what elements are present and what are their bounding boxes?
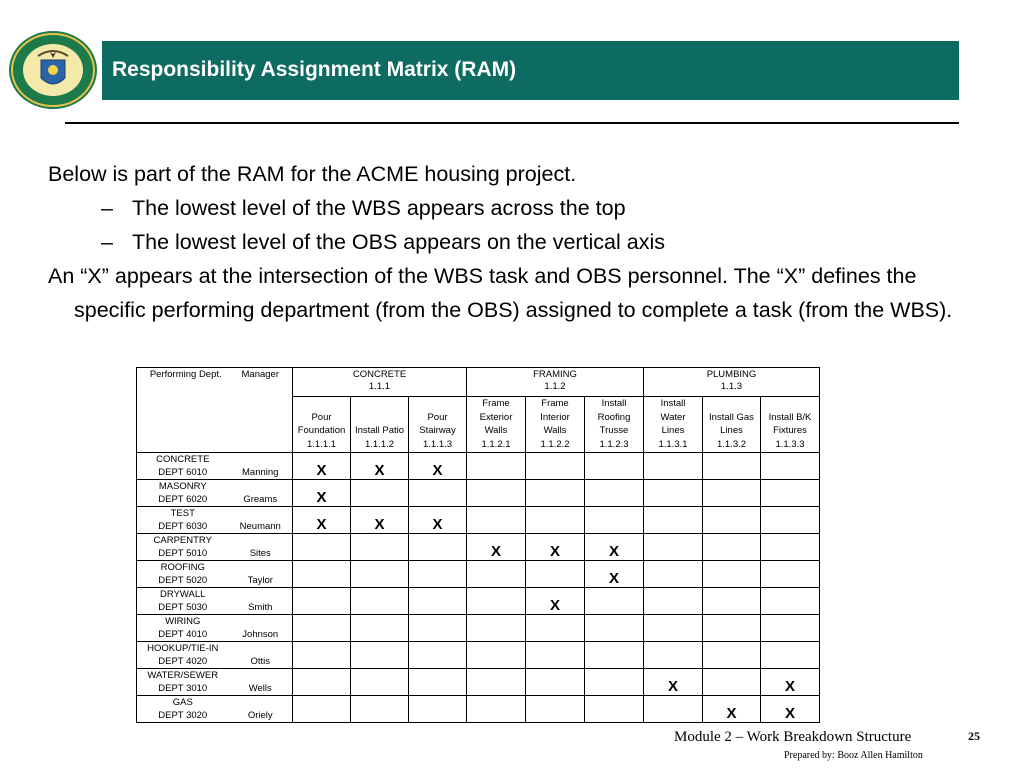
assignment-cell xyxy=(293,588,351,615)
wbs-task-label xyxy=(409,397,466,411)
dept-name: HOOKUP/TIE-IN xyxy=(147,643,219,654)
manager-cell: Taylor xyxy=(229,561,293,588)
assignment-cell: X xyxy=(351,453,409,480)
assignment-cell xyxy=(467,507,526,534)
wbs-task-label: Trusse xyxy=(599,425,629,436)
assignment-cell xyxy=(585,696,644,723)
wbs-task-header xyxy=(351,397,409,453)
sub-bullet-2 xyxy=(48,225,978,259)
assignment-cell xyxy=(351,615,409,642)
wbs-task-label: Install Patio xyxy=(354,425,405,436)
manager-cell: Ottis xyxy=(229,642,293,669)
assignment-cell xyxy=(703,480,761,507)
assignment-cell xyxy=(409,480,467,507)
wbs-task-code: 1.1.1.2 xyxy=(364,438,395,450)
assignment-cell xyxy=(467,561,526,588)
assignment-cell xyxy=(467,588,526,615)
manager-cell: Neumann xyxy=(229,507,293,534)
wbs-task-code: 1.1.2.3 xyxy=(599,438,629,450)
assignment-cell xyxy=(585,453,644,480)
assignment-cell xyxy=(644,588,703,615)
assignment-cell xyxy=(467,480,526,507)
assignment-cell xyxy=(644,696,703,723)
assignment-cell xyxy=(703,453,761,480)
table-row xyxy=(137,588,820,615)
wbs-task-label xyxy=(351,397,408,411)
assignment-cell xyxy=(351,534,409,561)
wbs-task-header xyxy=(409,397,467,453)
assignment-cell xyxy=(644,615,703,642)
wbs-task-header xyxy=(761,397,820,453)
manager-cell: Oriely xyxy=(229,696,293,723)
assignment-cell xyxy=(526,696,585,723)
table-row xyxy=(137,642,820,669)
wbs-task-label: Install xyxy=(660,398,686,409)
assignment-cell: X xyxy=(293,507,351,534)
assignment-cell xyxy=(703,507,761,534)
footer-prepared-by: Prepared by: Booz Allen Hamilton xyxy=(784,750,923,761)
manager-cell: Greams xyxy=(229,480,293,507)
wbs-task-label: Pour xyxy=(311,411,332,423)
dept-name: WIRING xyxy=(165,616,201,627)
body-line-2: An “X” appears at the intersection of the WBS task and OBS personnel. The “X” defines the specific performing department (from the OBS) assigned to complete a task (from the WBS). xyxy=(48,264,953,322)
table-row xyxy=(137,615,820,642)
assignment-cell xyxy=(761,561,820,588)
assignment-cell xyxy=(644,534,703,561)
wbs-task-code: 1.1.3.2 xyxy=(716,438,747,450)
performing-dept-header: Performing Dept. xyxy=(137,368,229,453)
assignment-cell xyxy=(585,642,644,669)
assignment-cell xyxy=(761,507,820,534)
wbs-task-label: Frame xyxy=(541,398,569,409)
assignment-cell: X xyxy=(351,507,409,534)
wbs-task-label xyxy=(293,397,350,411)
wbs-task-label: Walls xyxy=(543,425,567,436)
manager-header: Manager xyxy=(229,368,293,453)
assignment-cell xyxy=(703,561,761,588)
ram-table xyxy=(136,367,820,723)
table-row xyxy=(137,534,820,561)
wbs-task-label xyxy=(761,397,819,411)
footer-module: Module 2 – Work Breakdown Structure xyxy=(674,729,912,745)
manager-cell: Sites xyxy=(229,534,293,561)
assignment-cell xyxy=(526,561,585,588)
assignment-cell xyxy=(644,561,703,588)
dept-code: DEPT 5010 xyxy=(158,547,208,559)
dept-cell xyxy=(137,588,229,615)
doe-seal-logo xyxy=(8,30,98,110)
table-row xyxy=(137,669,820,696)
assignment-cell xyxy=(351,480,409,507)
dept-cell xyxy=(137,507,229,534)
dept-code: DEPT 3020 xyxy=(158,709,208,721)
ram-body xyxy=(137,453,820,723)
assignment-cell xyxy=(351,588,409,615)
assignment-cell xyxy=(703,534,761,561)
wbs-group-code: 1.1.2 xyxy=(544,381,566,392)
wbs-task-label: Install B/K xyxy=(768,411,812,423)
assignment-cell: X xyxy=(703,696,761,723)
assignment-cell xyxy=(409,588,467,615)
table-row xyxy=(137,507,820,534)
assignment-cell: X xyxy=(585,534,644,561)
assignment-cell xyxy=(526,615,585,642)
assignment-cell xyxy=(293,615,351,642)
assignment-cell: X xyxy=(585,561,644,588)
assignment-cell xyxy=(761,534,820,561)
assignment-cell: X xyxy=(409,507,467,534)
wbs-task-label: Foundation xyxy=(297,425,346,436)
assignment-cell xyxy=(351,696,409,723)
assignment-cell xyxy=(467,453,526,480)
assignment-cell xyxy=(761,480,820,507)
page-title: Responsibility Assignment Matrix (RAM) xyxy=(112,58,517,81)
dept-cell xyxy=(137,615,229,642)
wbs-group-code: 1.1.1 xyxy=(368,381,391,392)
wbs-task-header xyxy=(585,397,644,453)
wbs-task-label: Roofing xyxy=(597,411,631,423)
assignment-cell: X xyxy=(526,588,585,615)
wbs-group-header xyxy=(467,368,644,397)
wbs-task-label: Fixtures xyxy=(773,425,807,436)
dash-bullet: – xyxy=(101,196,113,220)
dept-name: DRYWALL xyxy=(160,589,206,600)
assignment-cell xyxy=(703,669,761,696)
assignment-cell xyxy=(467,642,526,669)
assignment-cell xyxy=(409,615,467,642)
assignment-cell: X xyxy=(467,534,526,561)
wbs-group-name: FRAMING xyxy=(533,369,577,380)
assignment-cell xyxy=(585,507,644,534)
assignment-cell xyxy=(467,696,526,723)
assignment-cell xyxy=(293,642,351,669)
wbs-task-code: 1.1.2.1 xyxy=(481,438,511,450)
dept-name: WATER/SEWER xyxy=(147,670,219,681)
manager-cell: Smith xyxy=(229,588,293,615)
assignment-cell xyxy=(467,669,526,696)
manager-cell: Johnson xyxy=(229,615,293,642)
manager-cell: Manning xyxy=(229,453,293,480)
wbs-task-label: Water xyxy=(660,411,686,423)
wbs-group-name: PLUMBING xyxy=(706,369,757,380)
dept-code: DEPT 4020 xyxy=(158,655,208,667)
assignment-cell xyxy=(409,696,467,723)
wbs-task-header xyxy=(293,397,351,453)
wbs-task-code: 1.1.1.3 xyxy=(422,438,453,450)
wbs-task-label: Walls xyxy=(484,425,508,436)
assignment-cell xyxy=(644,642,703,669)
assignment-cell: X xyxy=(644,669,703,696)
assignment-cell xyxy=(409,669,467,696)
manager-cell: Wells xyxy=(229,669,293,696)
wbs-task-code: 1.1.3.1 xyxy=(658,438,688,450)
assignment-cell: X xyxy=(761,696,820,723)
assignment-cell xyxy=(761,642,820,669)
wbs-group-header xyxy=(644,368,820,397)
table-row xyxy=(137,561,820,588)
assignment-cell xyxy=(585,669,644,696)
dept-cell xyxy=(137,669,229,696)
dept-code: DEPT 5020 xyxy=(158,574,208,586)
dept-code: DEPT 4010 xyxy=(158,628,208,640)
assignment-cell: X xyxy=(526,534,585,561)
assignment-cell xyxy=(703,642,761,669)
assignment-cell xyxy=(409,561,467,588)
dept-name: TEST xyxy=(170,508,195,519)
wbs-task-code: 1.1.2.2 xyxy=(540,438,570,450)
assignment-cell xyxy=(293,534,351,561)
assignment-cell xyxy=(526,669,585,696)
wbs-task-label: Install xyxy=(601,398,627,409)
assignment-cell: X xyxy=(409,453,467,480)
assignment-cell xyxy=(644,507,703,534)
assignment-cell xyxy=(467,615,526,642)
sub-bullet-1 xyxy=(48,191,978,225)
dept-cell xyxy=(137,453,229,480)
page-number: 25 xyxy=(968,729,980,743)
assignment-cell xyxy=(526,453,585,480)
wbs-task-code: 1.1.3.3 xyxy=(775,438,805,450)
title-divider xyxy=(65,122,959,124)
dept-code: DEPT 3010 xyxy=(158,682,208,694)
table-row xyxy=(137,696,820,723)
title-bar xyxy=(102,41,959,100)
assignment-cell: X xyxy=(293,480,351,507)
assignment-cell xyxy=(703,588,761,615)
dept-name: MASONRY xyxy=(158,481,207,492)
assignment-cell xyxy=(585,615,644,642)
wbs-task-header xyxy=(526,397,585,453)
dept-name: CONCRETE xyxy=(156,454,210,465)
wbs-task-label: Lines xyxy=(661,425,685,436)
sub-bullet-2-text: The lowest level of the OBS appears on the vertical axis xyxy=(132,230,665,254)
assignment-cell xyxy=(761,453,820,480)
wbs-task-code: 1.1.1.1 xyxy=(306,438,337,450)
wbs-group-name: CONCRETE xyxy=(352,369,407,380)
wbs-task-label xyxy=(703,397,760,411)
assignment-cell xyxy=(761,615,820,642)
dept-cell xyxy=(137,534,229,561)
wbs-task-label: Install Gas xyxy=(709,411,754,423)
assignment-cell xyxy=(351,642,409,669)
assignment-cell xyxy=(644,453,703,480)
assignment-cell xyxy=(703,615,761,642)
dept-name: CARPENTRY xyxy=(153,535,212,546)
wbs-group-header xyxy=(293,368,467,397)
wbs-task-label: Lines xyxy=(720,425,743,436)
wbs-group-code: 1.1.3 xyxy=(720,381,743,392)
assignment-cell xyxy=(526,480,585,507)
wbs-task-header xyxy=(703,397,761,453)
table-row xyxy=(137,453,820,480)
assignment-cell xyxy=(293,561,351,588)
sub-bullet-1-text: The lowest level of the WBS appears across the top xyxy=(132,196,626,220)
wbs-task-label: Pour xyxy=(427,411,448,423)
dept-name: GAS xyxy=(172,697,193,708)
assignment-cell: X xyxy=(293,453,351,480)
wbs-task-label xyxy=(351,411,408,425)
wbs-task-label: Interior xyxy=(540,411,570,423)
wbs-group-header-row xyxy=(137,368,820,397)
assignment-cell xyxy=(526,507,585,534)
dept-code: DEPT 6020 xyxy=(158,493,208,505)
body-line-1: Below is part of the RAM for the ACME housing project. xyxy=(48,162,577,186)
assignment-cell xyxy=(585,588,644,615)
wbs-task-header xyxy=(467,397,526,453)
assignment-cell xyxy=(526,642,585,669)
assignment-cell xyxy=(409,534,467,561)
dept-name: ROOFING xyxy=(160,562,205,573)
assignment-cell xyxy=(585,480,644,507)
slide-body xyxy=(48,157,978,327)
assignment-cell xyxy=(409,642,467,669)
dept-code: DEPT 6030 xyxy=(158,520,208,532)
wbs-task-label: Frame xyxy=(482,398,510,409)
assignment-cell xyxy=(293,696,351,723)
assignment-cell xyxy=(761,588,820,615)
assignment-cell: X xyxy=(761,669,820,696)
dept-cell xyxy=(137,642,229,669)
wbs-task-label: Stairway xyxy=(419,425,456,436)
assignment-cell xyxy=(293,669,351,696)
dept-code: DEPT 6010 xyxy=(158,466,208,478)
table-row xyxy=(137,480,820,507)
dash-bullet: – xyxy=(101,230,113,254)
dept-cell xyxy=(137,480,229,507)
dept-cell xyxy=(137,561,229,588)
assignment-cell xyxy=(351,669,409,696)
dept-cell xyxy=(137,696,229,723)
assignment-cell xyxy=(644,480,703,507)
assignment-cell xyxy=(351,561,409,588)
wbs-task-header xyxy=(644,397,703,453)
wbs-task-label: Exterior xyxy=(479,411,513,423)
dept-code: DEPT 5030 xyxy=(158,601,208,613)
